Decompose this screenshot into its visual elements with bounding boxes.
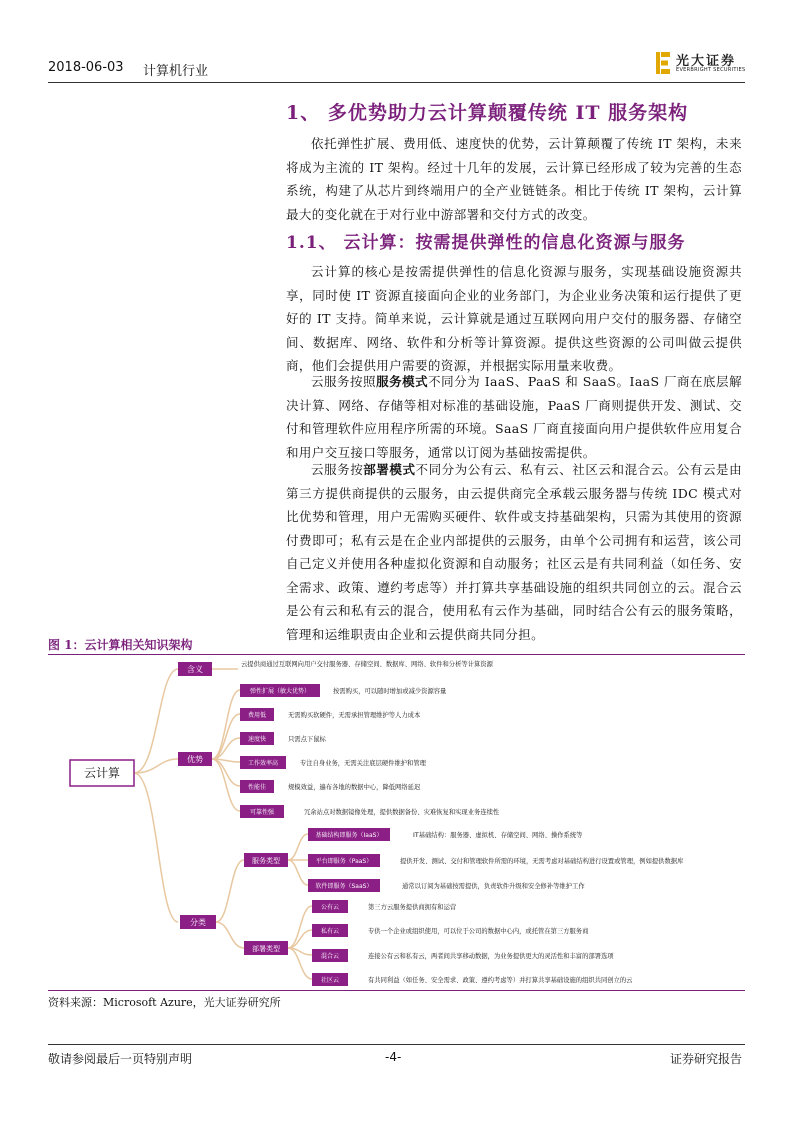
deploy-type-name: 混合云 xyxy=(320,953,340,960)
node-deploy-type xyxy=(244,941,288,955)
deploy-type-name: 公有云 xyxy=(320,904,340,911)
root-node xyxy=(70,760,134,786)
section-1-1-title: 1.1、 云计算：按需提供弹性的信息化资源与服务 xyxy=(286,233,686,253)
svg-text:服务类型: 服务类型 xyxy=(252,857,280,865)
figure-bottom-rule xyxy=(48,990,745,991)
advantage-desc: 专注自身业务，无需关注底层硬件维护和管理 xyxy=(300,760,426,767)
page-header xyxy=(48,54,746,82)
root-label: 云计算 xyxy=(83,766,121,780)
figure-caption: 图 1：云计算相关知识架构 xyxy=(48,638,193,652)
everbright-logo xyxy=(656,50,748,78)
node-service-type xyxy=(244,853,288,867)
service-type-desc: 提供开发、测试、交付和管理软件所需的环境，无需考虑对基础结构进行设置或管理，例如提供数据库 xyxy=(400,858,684,865)
service-type-name: 基础结构即服务（IaaS） xyxy=(315,832,383,839)
logo-text-en: EVERBRIGHT SECURITIES xyxy=(676,67,746,73)
footer-divider xyxy=(48,1044,745,1045)
svg-text:部署类型: 部署类型 xyxy=(252,945,280,953)
industry-label: 计算机行业 xyxy=(143,64,209,79)
advantage-desc: 规模效益，遍布各地的数据中心，降低网络延迟 xyxy=(288,784,421,791)
advantage-name: 工作效率高 xyxy=(247,760,279,767)
section-1-1-paragraph-2: 云服务按照服务模式不同分为 IaaS、PaaS 和 SaaS。IaaS 厂商在底层解决计算、网络、存储等相对标准的基础设施，PaaS 厂商则提供开发、测试、交付和管理软件应用程序所需的环境。SaaS 厂商直接面向用户提供软件应用复合和用户交互接口等服务，通常以订阅为基础按需提供。 xyxy=(286,374,742,460)
deploy-type-desc: 专供一个企业或组织使用，可以位于公司的数据中心内，或托管在第三方服务商 xyxy=(368,928,589,935)
advantage-name: 可靠性强 xyxy=(249,809,275,816)
mind-map xyxy=(48,656,745,988)
figure-source: 资料来源：Microsoft Azure，光大证券研究所 xyxy=(48,996,281,1009)
section-1-title: 1、 多优势助力云计算颠覆传统 IT 服务架构 xyxy=(286,102,689,124)
advantage-items xyxy=(240,684,500,818)
section-1-1-paragraph-3: 云服务按部署模式不同分为公有云、私有云、社区云和混合云。公有云是由第三方提供商提供的云服务，由云提供商完全承载云服务器与传统 IDC 模式对比优势和管理，用户无需购买硬件、软件或支持基础架构，只需为其使用的资源付费即可；私有云是在企业内部提供的云服务，由单个公司拥有和运营，该公司自己定义并使用各种虚拟化资源和自动服务；社区云是有共同利益（如任务、安全需求、政策、遵约考虑等）并打算共享基础设施的组织共同创立的云。混合云是公有云和私有云的混合，使用私有云作为基础，同时结合公有云的服务策略，管理和运维职责由企业和云提供商共同分担。 xyxy=(286,462,742,642)
advantage-name: 弹性扩展（敏大优势） xyxy=(249,688,311,695)
logo-text-cn: 光大证券 xyxy=(676,54,737,69)
node-classification xyxy=(180,915,216,929)
advantage-name: 速度快 xyxy=(247,736,267,743)
deploy-type-items xyxy=(312,900,633,986)
advantage-desc: 按需购买，可以随时增加或减少资源容量 xyxy=(333,688,447,695)
svg-text:分类: 分类 xyxy=(190,918,206,927)
page-number: -4- xyxy=(385,1050,402,1064)
section-1-paragraph: 依托弹性扩展、费用低、速度快的优势，云计算颠覆了传统 IT 架构，未来将成为主流的 IT 架构。经过十几年的发展，云计算已经形成了较为完善的生态系统，构建了从芯片到终端用户的全产业链链条。相比于传统 IT 架构，云计算最大的变化就在于对行业中游部署和交付方式的改变。 xyxy=(286,136,742,222)
deploy-type-desc: 连接公有云和私有云，两者间共享移动数据，为业务提供更大的灵活性和丰富的部署选项 xyxy=(368,953,614,960)
advantage-name: 费用低 xyxy=(247,712,267,719)
advantage-desc: 无需购买软硬件，无需承担管理维护等人力成本 xyxy=(288,712,421,719)
advantage-desc: 冗余站点对数据镜像处理，提供数据备份、灾难恢复和实现业务连续性 xyxy=(304,809,500,816)
service-mode-bold: 服务模式 xyxy=(376,374,429,389)
deploy-type-name: 社区云 xyxy=(320,977,340,984)
logo-mark-icon xyxy=(656,52,670,74)
service-type-desc: IT基础结构：服务器、虚拟机、存储空间、网络、操作系统等 xyxy=(413,832,583,839)
deploy-type-name: 私有云 xyxy=(320,928,340,935)
deploy-type-desc: 第三方云服务提供商拥有和运营 xyxy=(368,904,457,911)
deploy-mode-bold: 部署模式 xyxy=(363,462,416,477)
node-meaning xyxy=(178,659,494,676)
report-date: 2018-06-03 xyxy=(48,60,124,75)
service-type-name: 软件即服务（SaaS） xyxy=(315,883,373,890)
figure-top-rule xyxy=(48,654,745,655)
service-type-items xyxy=(308,828,684,892)
mind-map-branches xyxy=(134,669,312,979)
service-type-desc: 通常以订阅为基础按需提供，负责软件升级和安全修补等维护工作 xyxy=(402,883,585,890)
node-advantages xyxy=(178,752,212,766)
service-type-name: 平台即服务（PaaS） xyxy=(315,858,373,865)
advantage-desc: 只需点下鼠标 xyxy=(288,736,326,743)
deploy-type-desc: 有共同利益（如任务、安全需求、政策、遵约考虑等）并打算共享基础设施的组织共同创立的云 xyxy=(368,977,633,984)
section-1-1-paragraph-1: 云计算的核心是按需提供弹性的信息化资源与服务，实现基础设施资源共享，同时使 IT 资源直接面向企业的业务部门，为企业业务决策和运行提供了更好的 IT 支持。简单来说，云计算就是通过互联网向用户交付的服务器、存储空间、数据库、网络、软件和分析等计算资源。提供这些资源的公司叫做云提供商，他们会提供用户需要的资源，并根据实际用量来收费。 xyxy=(286,264,742,373)
svg-text:含义: 含义 xyxy=(187,665,203,674)
svg-text:优势: 优势 xyxy=(187,755,203,764)
advantage-name: 性能佳 xyxy=(247,784,267,791)
meaning-text: 云提供商通过互联网向用户交付服务器、存储空间、数据库、网络、软件和分析等计算资源 xyxy=(241,661,493,668)
footer-disclaimer: 敬请参阅最后一页特别声明 xyxy=(48,1052,193,1066)
header-divider xyxy=(48,82,745,83)
footer-report-type: 证券研究报告 xyxy=(670,1052,743,1066)
